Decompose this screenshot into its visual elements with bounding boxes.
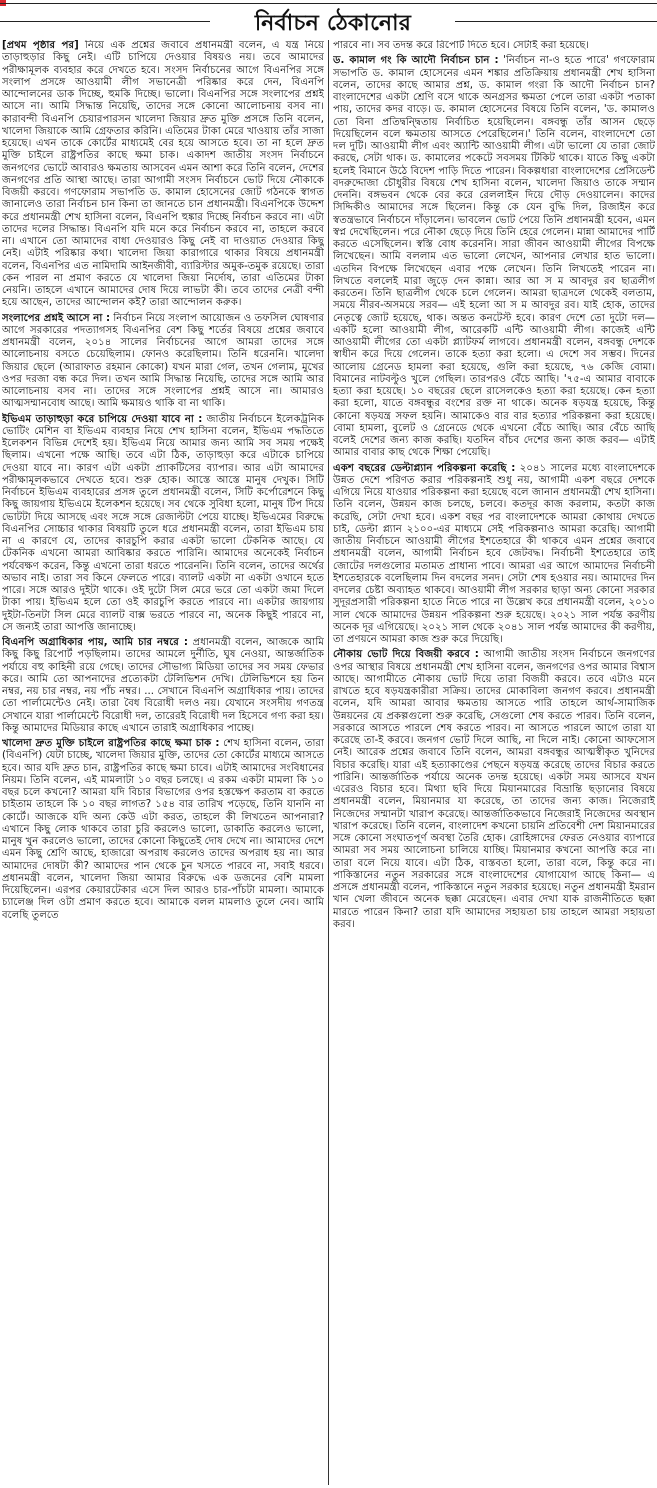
article-paragraph	[333, 40, 655, 52]
paragraph-heading: নৌকায় ভোট দিয়ে বিজয়ী করবে :	[333, 649, 479, 661]
paragraph-body: আগামী জাতীয় সংসদ নির্বাচনে জনগণের ওপর আস্থার বিষয়ে প্রধানমন্ত্রী শেখ হাসিনা বলেন, জনগণের ওপর আমার বিশ্বাস আছে। আগামীতে নৌকায় ভোট দিয়ে তারা বিজয়ী করবে। তবে এটাও মনে রাখতে হবে ষড়যন্ত্রকারীরা সক্রিয়। তাদের মোকাবিলা জনগণ করবে। প্রধানমন্ত্রী বলেন, যদি আমরা আবার ক্ষমতায় আসতে পারি তাহলে আর্থ-সামাজিক উন্নয়নের যে প্রকল্পগুলো শুরু করেছি, সেগুলো শেষ করতে পারব। তিনি বলেন, সরকারে আসতে পারলে শেষ করতে পারব। না আসতে পারলে আগে তারা যা করেছে তা-ই করবে। জনগণ ভোট দিলে আছি, না দিলে নাই। কোনো আফসোস নেই। আরেক প্রশ্নের জবাবে তিনি বলেন, আমরা বঙ্গবন্ধুর আত্মস্বীকৃত খুনিদের বিচার করেছি। যারা এই হত্যাকাণ্ডের পেছনে ষড়যন্ত্র করেছে তাদের বিচার করতে পারিনি। আন্তর্জাতিক পর্যায়ে অনেক তদন্ত হয়েছে। একটা সময় আসবে যখন এরেরও বিচার হবে। মিথ্যা ছবি দিয়ে মিয়ানমারের বিভ্রান্তি ছড়ানোর বিষয়ে প্রধানমন্ত্রী বলেন, মিয়ানমার যা করেছে, তা তাদের জন্য কাজ। নিজেরাই নিজেদের সম্মানটা খারাপ করেছে। আন্তর্জাতিকভাবে নিজেরাই নিজেদের অবস্থান খারাপ করেছে। তিনি বলেন, বাংলাদেশ কখনো চায়নি প্রতিবেশী দেশ মিয়ানমারের সঙ্গে কোনো সংঘাতপূর্ণ অবস্থা তৈরি হোক। রোহিঙ্গাদের ফেরত নেওয়ার ব্যাপারে আমরা সব সময় আলোচনা চালিয়ে যাচ্ছি। মিয়ানমার কখনো আপত্তি করে না। তারা বলে নিয়ে যাবে। এটা ঠিক, বাস্তবতা হলো, তারা বলে, কিন্তু করে না। পাকিস্তানের নতুন সরকারের সঙ্গে বাংলাদেশের যোগাযোগ আছে কিনা— এ প্রসঙ্গে প্রধানমন্ত্রী বলেন, পাকিস্তানে নতুন সরকার হয়েছে। নতুন প্রধানমন্ত্রী ইমরান খান খেলা জীবনে অনেক ছক্কা মেরেছেন। এবার দেখা যাক রাজনীতিতে ছক্কা মারতে পারেন কিনা? তারা যদি আমাদের সহায়তা চায় তাহলে আমরা সহায়তা করব।	[333, 649, 655, 930]
article-paragraph	[333, 463, 655, 647]
page-title: নির্বাচন ঠেকানোর	[254, 10, 412, 36]
paragraph-body: শেখ হাসিনা বলেন, তারা (বিএনপি) যেটা চাচ্ছে, খালেদা জিয়ার মুক্তি, তাদের তো কোর্টের মাধ্যমে আসতে হবে। আর যদি দ্রুত চান, রাষ্ট্রপতির কাছে ক্ষমা চাবে। এটাই আমাদের সংবিধানের নিয়ম। তিনি বলেন, এই মামলাটা ১০ বছর চলছে। এ রকম একটা মামলা কি ১০ বছর চলে কখনো? আমরা যদি বিচার বিভাগের ওপর হস্তক্ষেপ করতাম বা করতে চাইতাম তাহলে কি ১০ বছর লাগত? ১৫৪ বার তারিখ পড়েছে, তিনি যাননি না কোর্টে। আজকে যদি অন্য কেউ এটা করত, তাহলে কী লিখতেন আপনারা? এখানে কিছু লোক থাকবে তারা চুরি করলেও ভালো, ডাকাতি করলেও ভালো, মানুষ খুন করলেও ভালো, তাদের কোনো কিছুতেই দোষ দেখে না। আমাদের দেশে এমন কিছু শ্রেণি আছে, হাজারো অপরাধ করলেও তাদের অপরাধ হয় না। আর আমাদের দোষটা কী? আমাদের পান থেকে চুন খসতে পারবে না, সবাই ধরবে। প্রধানমন্ত্রী বলেন, খালেদা জিয়া আমার বিরুদ্ধে এক ডজনের বেশি মামলা দিয়েছিলেন। এরপর কেয়ারটেকার এসে দিল আরও চার-পাঁচটা মামলা। আমাকে চ্যালেঞ্জ দিল ওটা প্রমাণ করতে হবে। আমাকে বলল মামলাও তুলে নেব। আমি বলেছি তুলতে	[2, 738, 324, 921]
paragraph-body: ২০৪১ সালের মধ্যে বাংলাদেশকে উন্নত দেশে পরিণত করার পরিকল্পনাই শুধু নয়, আগামী একশ বছরে দেশকে এগিয়ে নিয়ে যাওয়ার পরিকল্পনা করা হয়েছে বলে জানান প্রধানমন্ত্রী শেখ হাসিনা। তিনি বলেন, উন্নয়ন কাজ চলছে, চলবে। কতদূর কাজ করলাম, কতটা কাজ করেছি, সেটা দেখা হবে। একশ বছর পর বাংলাদেশকে আমরা কোথায় দেখতে চাই, ডেল্টা প্ল্যান ২১০০-এর মাধ্যমে সেই পরিকল্পনাও আমরা করেছি। আগামী জাতীয় নির্বাচনে আওয়ামী লীগের ইশতেহারে কী থাকবে এমন প্রশ্নের জবাবে প্রধানমন্ত্রী বলেন, আগামী নির্বাচন হবে জেটবদ্ধ। নির্বাচনী ইশতেহারে তাই জোটের দলগুলোর মতামত প্রাধান্য পাবে। আমরা এর আগে আমাদের নির্বাচনী ইশতেহারকে বলেছিলাম দিন বদলের সনদ। সেটা শেষ হওয়ার নয়। আমাদের দিন বদলের চেষ্টা অব্যাহত থাকবে। আওয়ামী লীগ সরকার ছাড়া অন্য কোনো সরকার সুদূরপ্রসারী পরিকল্পনা হাতে নিতে পারে না উল্লেখ করে প্রধানমন্ত্রী বলেন, ২০১০ সাল থেকে আমাদের উন্নয়ন পরিকল্পনা শুরু হয়েছে। ২০২১ সাল পর্যন্ত করণীয় অনেক দূর এগিয়েছে। ২০২১ সাল থেকে ২০৪১ সাল পর্যন্ত আমাদের কী করণীয়, তা প্রণয়নে আমরা কাজ শুরু করে দিয়েছি।	[333, 462, 655, 645]
paragraph-heading: [প্রথম পৃষ্ঠার পর]	[2, 40, 79, 51]
paragraph-body: 'নির্বাচন না-ও হতে পারে' গণফোরাম সভাপতি ড. কামাল হোসেনের এমন শঙ্কার প্রতিক্রিয়ায় প্রধানমন্ত্রী শেখ হাসিনা বলেন, তাদের কাছে আমার প্রশ্ন, ড. কামাল গংরা কি আদৌ নির্বাচন চান? বাংলাদেশের একটা শ্রেণি বসে থাকে অনগ্রসর ক্ষমতা পেলে তারা একটা পতাকা পায়, তাদের কদর বাড়ে। ড. কামাল হোসেনের বিষয়ে তিনি বলেন, 'ড. কামালও তো বিনা প্রতিদ্বন্দ্বিতায় নির্বাচিত হয়েছিলেন। বঙ্গবন্ধু তাঁর আসন ছেড়ে দিয়েছিলেন বলে ক্ষমতায় আসতে পেরেছিলেন।' তিনি বলেন, বাংলাদেশে তো দল দুটি। আওয়ামী লীগ এবং অ্যান্টি আওয়ামী লীগ। এটা ভালো যে তারা জোট করছে, সেটা থাক। ড. কামালের পকেটে সবসময় টিকিট থাকে। যাতে কিছু একটা হলেই বিমানে উঠে বিদেশ পাড়ি দিতে পারেন। বিকল্পধারা বাংলাদেশের প্রেসিডেন্ট বদরুদ্দোজা চৌধুরীর বিষয়ে শেখ হাসিনা বলেন, খালেদা জিয়াও তাকে সম্মান দেননি। বঙ্গভবন থেকে বের করে রেললাইন দিয়ে দৌড় দেওয়ালেন। কাদের সিদ্দিকীও আমাদের সঙ্গে ছিলেন। কিন্তু কে যেন বুদ্ধি দিল, রিজাইন করে স্বতন্ত্রভাবে নির্বাচনে দাঁড়ালেন। ভাবলেন ভোট পেয়ে তিনি প্রধানমন্ত্রী হবেন, এমন স্বপ্ন দেখেছিলেন। পরে নৌকা ছেড়ে দিয়ে তিনি হেরে গেলেন। মান্না আমাদের পার্টি করতে এসেছিলেন। স্বস্তি বোধ করেননি। সারা জীবন আওয়ামী লীগের বিপক্ষে লিখেছেন। আমি বললাম এত ভালো লেখেন, আপনার লেখার হাত ভালো। এতদিন বিপক্ষে লিখেছেন এবার পক্ষে লেখেন। তিনি লিখতেই পারেন না। লিখতে বললেই মারা জুড়ে দেন কান্না। আর আ স ম আবদুর রব ছাত্রলীগ করতেন। তিনি ছাত্রলীগ থেকে চলে গেলেন। আমরা ছাত্রদলে থেকেই বলতাম, সময়ে নীরব-অসময়ে সরব— এই হলো আ স ম আবদুর রব। যাই হোক, তাদের নেতৃত্বে জোট হয়েছে, থাক। অন্তত কনটেস্ট হবে। কারণ দেশে তো দুটো দল— একটি হলো আওয়ামী লীগ, আরেকটি এন্টি আওয়ামী লীগ। কাজেই এন্টি আওয়ামী লীগের তো একটা প্ল্যাটফর্ম লাগবে। প্রধানমন্ত্রী বলেন, বঙ্গবন্ধু দেশকে স্বাধীন করে দিয়ে গেলেন। তাকে হত্যা করা হলো। এ দেশে সব সম্ভব। দিনের আলোয় গ্রেনেড হামলা করা হয়েছে, গুলি করা হয়েছে, ৭৬ কেজি বোমা। বিমানের নাটবল্টুও খুলে গেছিল। তারপরও বেঁচে আছি। '৭৫-এ আমার বাবাকে হত্যা করা হয়েছে। ১০ বছরের ছেলে রাসেলকেও হত্যা করা হয়েছে। কেন হত্যা করা হলো, যাতে বঙ্গবন্ধুর বংশের রক্ত না থাকে। অনেক ষড়যন্ত্র হয়েছে, কিন্তু কোনো ষড়যন্ত্র সফল হয়নি। আমাকেও বার বার হত্যার পরিকল্পনা করা হয়েছে। বোমা হামলা, বুলেট ও গ্রেনেডে থেকে এখনো বেঁচে আছি। আর বেঁচে আছি বলেই দেশের জন্য কাজ করছি। যতদিন বাঁচব দেশের জন্য কাজ করব— এটাই আমার বাবার কাছ থেকে শিক্ষা পেয়েছি।	[333, 55, 655, 459]
article-paragraph	[2, 414, 324, 635]
paragraph-body: নির্বাচন নিয়ে সংলাপ আয়োজন ও তফসিল ঘোষণার আগে সরকারের পদত্যাগসহ বিএনপির বেশ কিছু শর্তের বিষয়ে প্রশ্নের জবাবে প্রধানমন্ত্রী বলেন, ২০১৪ সালের নির্বাচনের আগে আমরা তাদের সঙ্গে আলোচনায় বসতে চেয়েছিলাম। ফোনও করেছিলাম। তিনি ধরেননি। খালেদা জিয়ার ছেলে (আরাফাত রহমান কোকো) যখন মারা গেল, তখন গেলাম, মুখের ওপর দরজা বন্ধ করে দিল। তখন আমি সিদ্ধান্ত নিয়েছি, তাদের সঙ্গে আমি আর আলোচনায় বসব না। তাদের সঙ্গে সংলাপের প্রশ্নই আসে না। আমারও আত্মসম্মানবোধ আছে। আমি ক্ষমায়ও থাকি বা না থাকি।	[2, 312, 324, 410]
header-rule-right	[455, 21, 657, 22]
right-column	[333, 40, 655, 1485]
paragraph-heading: সংলাপের প্রশ্নই আসে না :	[2, 312, 111, 324]
paragraph-body: পারবে না। সব তদন্ত করে রিপোর্ট দিতে হবে। সেটাই করা হয়েছে।	[333, 40, 590, 51]
article-paragraph	[333, 55, 655, 459]
page-header	[0, 0, 657, 38]
article-paragraph	[333, 649, 655, 931]
paragraph-heading: ইভিএম তাড়াহুড়া করে চাপিয়ে দেওয়া যাবে না :	[2, 413, 203, 425]
top-rule	[0, 3, 657, 4]
left-column	[2, 40, 324, 1485]
header-rule-left	[0, 21, 210, 22]
paragraph-heading: ড. কামাল গং কি আদৌ নির্বাচন চান :	[333, 55, 499, 67]
article-paragraph	[2, 738, 324, 922]
paragraph-body: জাতীয় নির্বাচনে ইলেকট্রনিক ভোটিং মেশিন বা ইভিএম ব্যবহার নিয়ে শেখ হাসিনা বলেন, ইভিএম পদ্ধতিতে ইলেকশন বিভিন্ন দেশেই হয়। ইভিএম নিয়ে আমার জন্য আমি সব সময় পক্ষেই ছিলাম। এখনো পক্ষে আছি। তবে এটা ঠিক, তাড়াহুড়া করে এটাকে চাপিয়ে দেওয়া যাবে না। কারণ এটা একটা প্র্যাকটিসের ব্যাপার। আর এটা আমাদের পরীক্ষামূলকভাবে দেখতে হবে। শুরু হোক। আস্তে আস্তে মানুষ দেখুক। সিটি নির্বাচনে ইভিএম ব্যবহারের প্রসঙ্গ তুলে প্রধানমন্ত্রী বলেন, সিটি কর্পোরেশনে কিছু কিছু জায়গায় ইভিএমে ইলেকশন হয়েছে। সব থেকে সুবিধা হলো, মানুষ টিপ দিয়ে ভোটটা দিয়ে আসছে এবং সঙ্গে সঙ্গে রেজাল্টটা পেয়ে যাচ্ছে। ইভিএমের বিরুদ্ধে বিএনপির সোচ্চার থাকার বিষয়টি তুলে ধরে প্রধানমন্ত্রী বলেন, তারা ইভিএম চায় না এ কারণে যে, তাদের কারচুপি করার একটা ভালো টেকনিক আছে। যে টেকনিক এখনো আমরা আবিষ্কার করতে পারিনি। আমাদের অনেকেই নির্বাচন পর্যবেক্ষণ করেন, কিন্তু এখনো তারা ধরতে পারেননি। তিনি বলেন, তাদের অর্থের অভাব নাই। তারা সব কিনে ফেলতে পারে। ব্যালট একটা না একটা ওখানে হতে পারে। সঙ্গে আরও দুইটা থাকে। ওই দুটো সিল মেরে ভরে তো একটা জমা দিলে টাকা পায়। ইভিএম হলে তো ওই কারচুপি করতে পারবে না। একটার জায়গায় দুইটা-তিনটা সিল মেরে ব্যালট বাক্স ভরতে পারবে না, অনেক কিছুই পারবে না, সে জন্যই তারা আপত্তি জানাচ্ছে।	[2, 413, 324, 633]
paragraph-body: প্রধানমন্ত্রী বলেন, আজকে আমি কিছু কিছু রিপোর্ট পড়ছিলাম। তাদের আমলে দুর্নীতি, ঘুষ নেওয়া, আন্তর্জাতিক পর্যায়ে বহু কাহিনী রয়ে গেছে। তাদের সৌভাগ্য মিডিয়া তাদের সব সময় ফেভার করে। আমি তো আপনাদের প্রত্যেকটা টেলিভিশন দেখি। টেলিভিশনে হয় তিন নম্বর, নয় চার নম্বর, নয় পাঁচ নম্বর। ... সেখানে বিএনপি অগ্রাধিকার পায়। তাদের তো পার্লামেন্টেও নেই। তারা বৈধ বিরোধী দলও নয়। যেখানে সংসদীয় গণতন্ত্র সেখানে যারা পার্লামেন্টে বিরোধী দল, তারেরই বিরোধী দল হিসেবে গণ্য করা হয়। কিন্তু আমাদের মিডিয়ার কাছে এখানে তারাই অগ্রাধিকার পাচ্ছে।	[2, 637, 324, 734]
article-paragraph	[2, 40, 324, 310]
paragraph-heading: খালেদা দ্রুত মুক্তি চাইলে রাষ্ট্রপতির কাছে ক্ষমা চাক :	[2, 738, 220, 749]
column-divider	[328, 40, 329, 1485]
paragraph-heading: বিএনপি অগ্রাধিকার পায়, আমি চার নম্বরে :	[2, 637, 188, 648]
paragraph-body: নিয়ে এক প্রশ্নের জবাবে প্রধানমন্ত্রী বলেন, এ যন্ত্র নিয়ে তাড়াহুড়ার কিছু নেই। এটি চাপিয়ে দেওয়ার বিষয়ও নয়। তবে আমাদের পরীক্ষামূলক ব্যবহার করে দেখতে হবে। সংসদ নির্বাচনের আগে বিএনপির সঙ্গে সংলাপ প্রসঙ্গে আওয়ামী লীগ সভানেত্রী পরিষ্কার করে দেন, বিএনপি আন্দোলনের ডাক দিচ্ছে, হুমকি দিচ্ছে। ভালো। বিএনপির সঙ্গে সংলাপের প্রশ্নই আসে না। আমি সিদ্ধান্ত নিয়েছি, তাদের সঙ্গে কোনো আলোচনায় বসব না। কারাবন্দী বিএনপি চেয়ারপারসন খালেদা জিয়ার দ্রুত মুক্তি প্রসঙ্গে তিনি বলেন, খালেদা জিয়াকে আমি গ্রেফতার করিনি। এতিমের টাকা মেরে খাওয়ায় তাঁর সাজা হয়েছে। এখন তাকে কোর্টের মাধ্যমেই বের হয়ে আসতে হবে। তা না হলে দ্রুত মুক্তি চাইলে রাষ্ট্রপতির কাছে ক্ষমা চাক। একাদশ জাতীয় সংসদ নির্বাচনে জনগণের ভোটে আবারও ক্ষমতায় আসবেন এমন আশা করে তিনি বলেন, দেশের জনগণের প্রতি আস্থা আছে। তারা আগামী সংসদ নির্বাচনে ভোট দিয়ে নৌকাকে বিজয়ী করবে। গণফোরাম সভাপতি ড. কামাল হোসেনের জোট গঠনকে স্বাগত জানালেও তারা নির্বাচন চান কিনা তা জানতে চান প্রধানমন্ত্রী। বিএনপিকে উদ্দেশ করে প্রধানমন্ত্রী শেখ হাসিনা বলেন, বিএনপি হুঙ্কার দিচ্ছে নির্বাচন করবে না। এটা তাদের দলের সিদ্ধান্ত। বিএনপি যদি মনে করে নির্বাচন করবে না, তাহলে করবে না। এখানে তো আমাদের বাধা দেওয়ারও কিছু নেই বা দাওয়াত দেওয়ার কিছু নেই। এটাই পরিষ্কার কথা। খালেদা জিয়া কারাগারে থাকার বিষয়ে প্রধানমন্ত্রী বলেন, বিএনপির এত নামিদামি আইনজীবী, ব্যারিস্টার অমুক-তমুক রয়েছে। তারা কেন পারল না প্রমাণ করতে যে খালেদা জিয়া নির্দোষ, তারা এতিমের টাকা নেয়নি। তাহলে এখানে আমাদের দোষ দিয়ে লাভটা কী। তবে তাদের নেত্রী বন্দী হয়ে আছেন, তাদের আন্দোলন কই? তারা আন্দোলন করুক।	[2, 40, 324, 309]
article-paragraph	[2, 637, 324, 735]
article-paragraph	[2, 313, 324, 411]
paragraph-heading: একশ বছরের ডেল্টাপ্ল্যান পরিকল্পনা করেছি :	[333, 462, 516, 474]
